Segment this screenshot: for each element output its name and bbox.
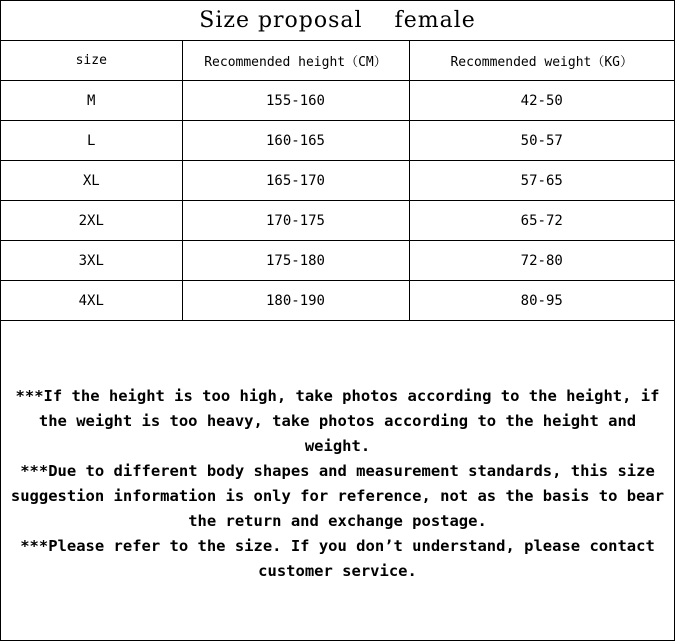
- size-cell: 3XL: [1, 241, 182, 281]
- weight-cell: 42-50: [409, 81, 674, 121]
- weight-cell: 65-72: [409, 201, 674, 241]
- table-row: [1, 201, 674, 241]
- table-row: [1, 281, 674, 321]
- header-weight: Recommended weight（KG）: [409, 41, 674, 81]
- size-cell: 2XL: [1, 201, 182, 241]
- height-cell: 175-180: [182, 241, 409, 281]
- weight-cell: 57-65: [409, 161, 674, 201]
- table-row: [1, 161, 674, 201]
- note-height-weight: ***If the height is too high, take photos according to the height, if the weight is too heavy, take photos according to the height and weight.: [15, 387, 660, 455]
- height-cell: 165-170: [182, 161, 409, 201]
- height-cell: 180-190: [182, 281, 409, 321]
- table-header-row: [1, 41, 674, 81]
- header-height: Recommended height（CM）: [182, 41, 409, 81]
- header-size: size: [1, 41, 182, 81]
- size-cell: 4XL: [1, 281, 182, 321]
- height-cell: 160-165: [182, 121, 409, 161]
- size-cell: M: [1, 81, 182, 121]
- size-cell: L: [1, 121, 182, 161]
- chart-title: Size proposal female: [1, 1, 674, 41]
- size-cell: XL: [1, 161, 182, 201]
- height-cell: 155-160: [182, 81, 409, 121]
- weight-cell: 72-80: [409, 241, 674, 281]
- size-table: [1, 41, 674, 321]
- table-row: [1, 241, 674, 281]
- weight-cell: 80-95: [409, 281, 674, 321]
- size-notes: [1, 384, 674, 584]
- weight-cell: 50-57: [409, 121, 674, 161]
- table-row: [1, 121, 674, 161]
- height-cell: 170-175: [182, 201, 409, 241]
- note-contact-service: ***Please refer to the size. If you don’t understand, please contact customer service.: [20, 537, 655, 580]
- note-reference-only: ***Due to different body shapes and measurement standards, this size suggestion information is only for reference, not as the basis to bear the return and exchange postage.: [10, 462, 665, 530]
- table-row: [1, 81, 674, 121]
